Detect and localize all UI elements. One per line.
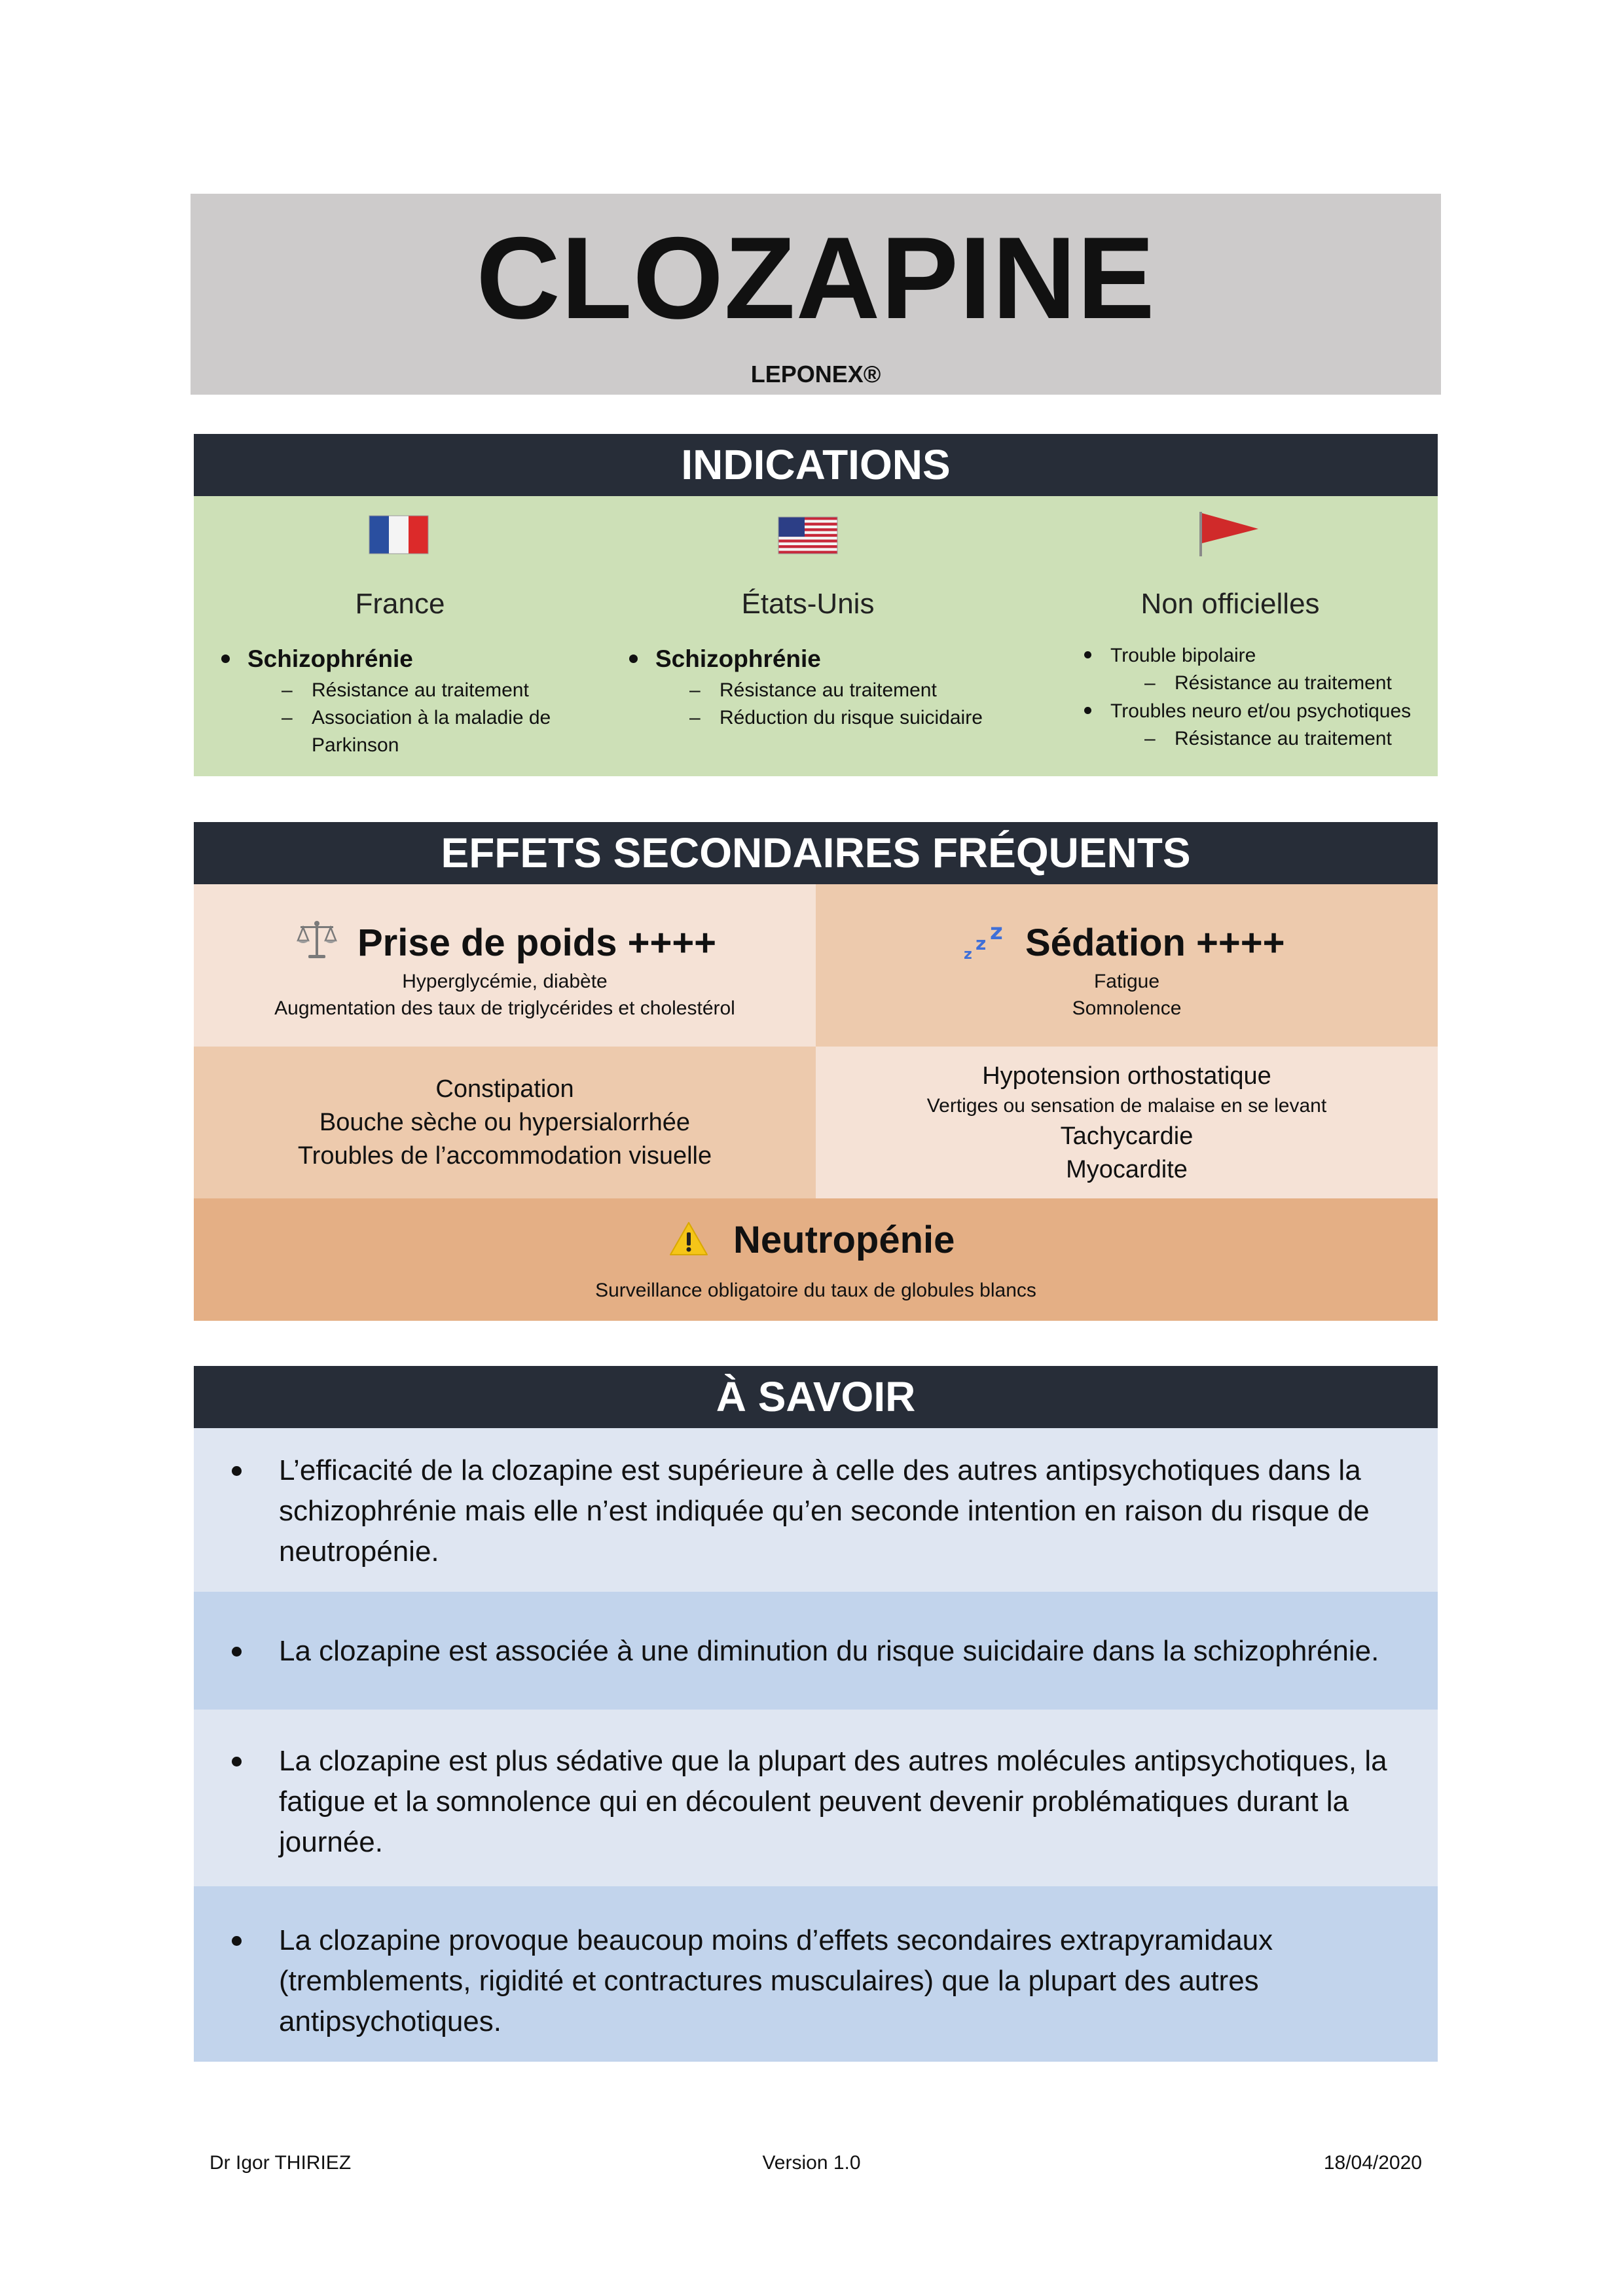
list-item: – Association à la maladie de Parkinson [247, 704, 600, 759]
sedation-title: Sédation ++++ [1025, 922, 1285, 964]
footer-version: Version 1.0 [762, 2152, 861, 2174]
column-title-france: France [355, 588, 445, 620]
column-title-unofficial: Non officielles [1140, 588, 1320, 620]
indications-panel [194, 496, 1438, 776]
usa-flag-icon [602, 511, 1014, 556]
bullet-icon [232, 1647, 242, 1657]
list-item [213, 641, 600, 759]
to-know-text: La clozapine est associée à une diminution du risque suicidaire dans la schizophrénie. [279, 1635, 1379, 1667]
indication-label: Troubles neuro et/ou psychotiques [1110, 700, 1412, 722]
to-know-text: La clozapine provoque beaucoup moins d’effets secondaires extrapyramidaux (tremblements, rigidité et contractures musculaires) que la plupart des autres antipsychotiques. [279, 1924, 1273, 2037]
list-item: – Résistance au traitement [1110, 670, 1430, 697]
effect-tachycardia: Tachycardie [1060, 1122, 1194, 1150]
warning-icon [668, 1221, 709, 1257]
sedation-line2: Somnolence [1072, 997, 1182, 1019]
to-know-text: L’efficacité de la clozapine est supérieure à celle des autres antipsychotiques dans la schizophrénie mais elle n’est indiquée qu’en seconde intention en raison du risque de neutropénie. [279, 1454, 1370, 1568]
usa-indication-list [621, 641, 1008, 732]
indications-header: INDICATIONS [194, 434, 1438, 496]
svg-text:z: z [964, 946, 972, 963]
svg-text:z: z [976, 933, 987, 954]
effect-constipation: Constipation [435, 1075, 574, 1103]
indication-label: Schizophrénie [247, 645, 413, 672]
to-know-item [194, 1886, 1438, 2062]
brand-name: LEPONEX® [750, 361, 881, 387]
list-item: – Réduction du risque suicidaire [655, 704, 1008, 732]
effect-orthostatic-hypotension: Hypotension orthostatique [982, 1062, 1271, 1090]
unofficial-indication-list [1076, 641, 1430, 753]
bullet-icon [232, 1466, 242, 1476]
svg-text:z: z [990, 920, 1003, 945]
red-pennant-icon [1024, 511, 1436, 556]
effect-dry-mouth: Bouche sèche ou hypersialorrhée [319, 1109, 691, 1136]
france-flag-icon [194, 511, 606, 556]
weight-gain-title: Prise de poids ++++ [357, 922, 717, 964]
bullet-icon [232, 1757, 242, 1767]
weight-gain-cell [194, 884, 816, 1047]
indication-label: Schizophrénie [655, 645, 821, 672]
to-know-item [194, 1710, 1438, 1886]
to-know-item [194, 1592, 1438, 1710]
list-item: – Résistance au traitement [1110, 725, 1430, 753]
bullet-icon [232, 1936, 242, 1946]
list-item: – Résistance au traitement [655, 677, 1008, 704]
sub-list [247, 677, 600, 759]
sub-list [1110, 725, 1430, 753]
neutropenia-title: Neutropénie [733, 1219, 955, 1261]
footer-author: Dr Igor THIRIEZ [210, 2152, 352, 2174]
list-item [1076, 641, 1430, 697]
indication-label: Trouble bipolaire [1110, 645, 1256, 666]
indication-column-usa [602, 496, 1014, 776]
weight-gain-line2: Augmentation des taux de triglycérides et cholestérol [274, 997, 735, 1019]
to-know-item [194, 1428, 1438, 1592]
indication-column-france [194, 496, 606, 776]
weight-gain-line1: Hyperglycémie, diabète [402, 971, 608, 992]
to-know-text: La clozapine est plus sédative que la plupart des autres molécules antipsychotiques, la fatigue et la somnolence qui en découlent peuvent devenir problématiques durant la journée. [279, 1745, 1387, 1858]
title-box [191, 194, 1441, 395]
to-know-header: À SAVOIR [194, 1366, 1438, 1428]
sleep-zzz-icon [962, 920, 1012, 963]
scale-icon [295, 918, 338, 961]
sub-list [655, 677, 1008, 732]
column-title-usa: États-Unis [741, 588, 875, 620]
effect-dizziness: Vertiges ou sensation de malaise en se levant [926, 1095, 1327, 1117]
neutropenia-line1: Surveillance obligatoire du taux de globules blancs [595, 1280, 1036, 1301]
side-effects-header: EFFETS SECONDAIRES FRÉQUENTS [194, 822, 1438, 884]
neutropenia-cell [194, 1198, 1438, 1321]
list-item [621, 641, 1008, 732]
anticholinergic-cell [194, 1047, 816, 1198]
sedation-line1: Fatigue [1093, 971, 1160, 992]
list-item [1076, 697, 1430, 753]
sub-list [1110, 670, 1430, 697]
cardio-cell [816, 1047, 1438, 1198]
indication-column-unofficial [1024, 496, 1436, 776]
sedation-cell [816, 884, 1438, 1047]
effect-accommodation: Troubles de l’accommodation visuelle [297, 1142, 712, 1170]
list-item: – Résistance au traitement [247, 677, 600, 704]
footer-date: 18/04/2020 [1323, 2152, 1422, 2174]
effect-myocarditis: Myocardite [1066, 1156, 1188, 1183]
page-title: CLOZAPINE [476, 213, 1156, 343]
france-indication-list [213, 641, 600, 759]
